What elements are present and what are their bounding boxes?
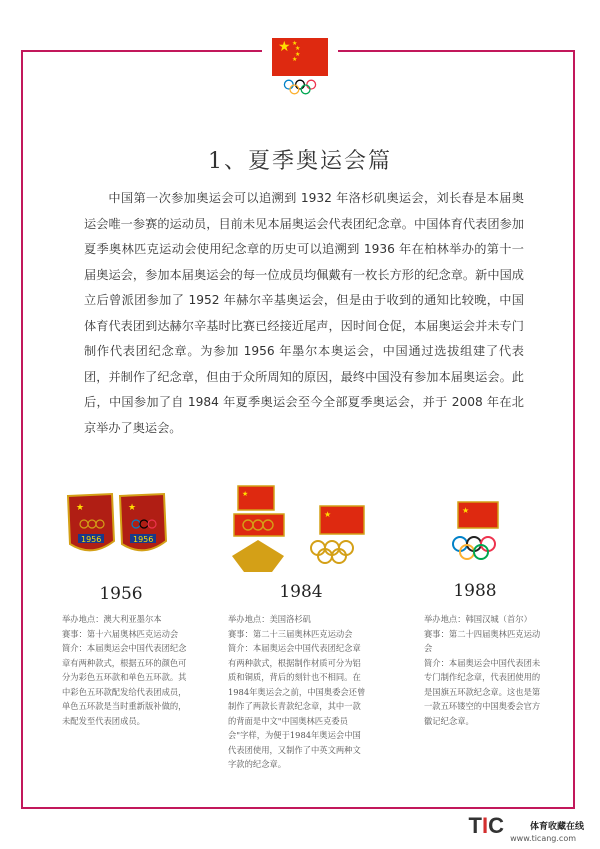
badge-1984-desc: 简介：本届奥运会中国代表团纪念章有两种款式，根据制作材质可分为铝质和铜质，背后的刻针也不相同。在1984年奥运会之前，中国奥委会还曾制作了两款长青款纪念章，其中一款的背面是中文"中国奥林匹克委员会"字样，为便于1984年奥运会中国代表团使用，又制作了中英文两种文字款的纪念章。 — [228, 643, 366, 769]
svg-text:★: ★ — [242, 490, 249, 498]
header-emblem — [272, 38, 328, 100]
year-1988: 1988 — [453, 581, 497, 601]
svg-text:★: ★ — [324, 510, 332, 519]
badge-1956-info — [62, 612, 190, 728]
badge-1956-label-right: 1956 — [133, 535, 154, 544]
badge-1984-info — [228, 612, 368, 772]
intro-paragraph: 中国第一次参加奥运会可以追溯到 1932 年洛杉矶奥运会，刘长春是本届奥运会唯一参赛的运动员，目前未见本届奥运会代表团纪念章。中国体育代表团参加夏季奥林匹克运动会使用纪念章的历史可以追溯到 1936 年在柏林举办的第十一届奥运会，参加本届奥运会的每一位成员均佩戴有一枚长方形的纪念章。新中国成立后曾派团参加了 1952 年赫尔辛基奥运会，但是由于收到的通知比较晚，中国体育代表团到达赫尔辛基时比赛已经接近尾声，因时间仓促，本届奥运会并未专门制作代表团纪念章。为参加 1956 年墨尔本奥运会，中国通过选拔组建了代表团，并制作了纪念章，但由于众所周知的原因，最终中国没有参加本届奥运会。此后，中国参加了自 1984 年夏季奥运会至今全部夏季奥运会，并于 2008 年在北京举办了奥运会。 — [84, 191, 524, 435]
badge-1988-desc: 简介：本届奥运会中国代表团未专门制作纪念章，代表团使用的是国旗五环款纪念章。这也是第一款五环镂空的中国奥委会官方徽记纪念章。 — [424, 657, 541, 726]
olympic-rings-icon — [278, 79, 322, 95]
svg-text:★: ★ — [128, 503, 137, 513]
badge-1984-image — [228, 484, 378, 579]
china-flag-icon: ★ ★ ★ ★ ★ — [272, 38, 328, 76]
badge-1956-label-left: 1956 — [81, 535, 102, 544]
badge-1988-info — [424, 612, 548, 728]
badge-1956-host: 举办地点：澳大利亚墨尔本 — [62, 614, 162, 624]
svg-text:★: ★ — [462, 506, 470, 515]
tic-logo: TIC — [468, 813, 504, 838]
year-1984: 1984 — [279, 582, 323, 602]
badge-1956-event: 赛事：第十六届奥林匹克运动会 — [62, 628, 179, 639]
footer-url: www.ticang.com — [510, 834, 576, 843]
year-1956: 1956 — [99, 584, 143, 604]
badge-1956-image — [62, 486, 172, 566]
badge-1984-event: 赛事：第二十三届奥林匹克运动会 — [228, 628, 353, 639]
badge-1988-image — [444, 500, 524, 570]
svg-text:★: ★ — [76, 503, 85, 513]
badge-1956-desc: 简介：本届奥运会中国代表团纪念章有两种款式，根据五环的颜色可分为彩色五环款和单色五环款。其中彩色五环款配发给代表团成员，单色五环款是当时重新版补做的，未配发至代表团成员。 — [62, 643, 187, 726]
badge-1988-event: 赛事：第二十四届奥林匹克运动会 — [424, 628, 541, 653]
badge-1988-host: 举办地点：韩国汉城（首尔） — [424, 614, 532, 624]
badge-1984-host: 举办地点：美国洛杉矶 — [228, 614, 311, 624]
page-title: 1、夏季奥运会篇 — [208, 149, 392, 174]
footer-brand: 体育收藏在线 — [529, 822, 584, 832]
